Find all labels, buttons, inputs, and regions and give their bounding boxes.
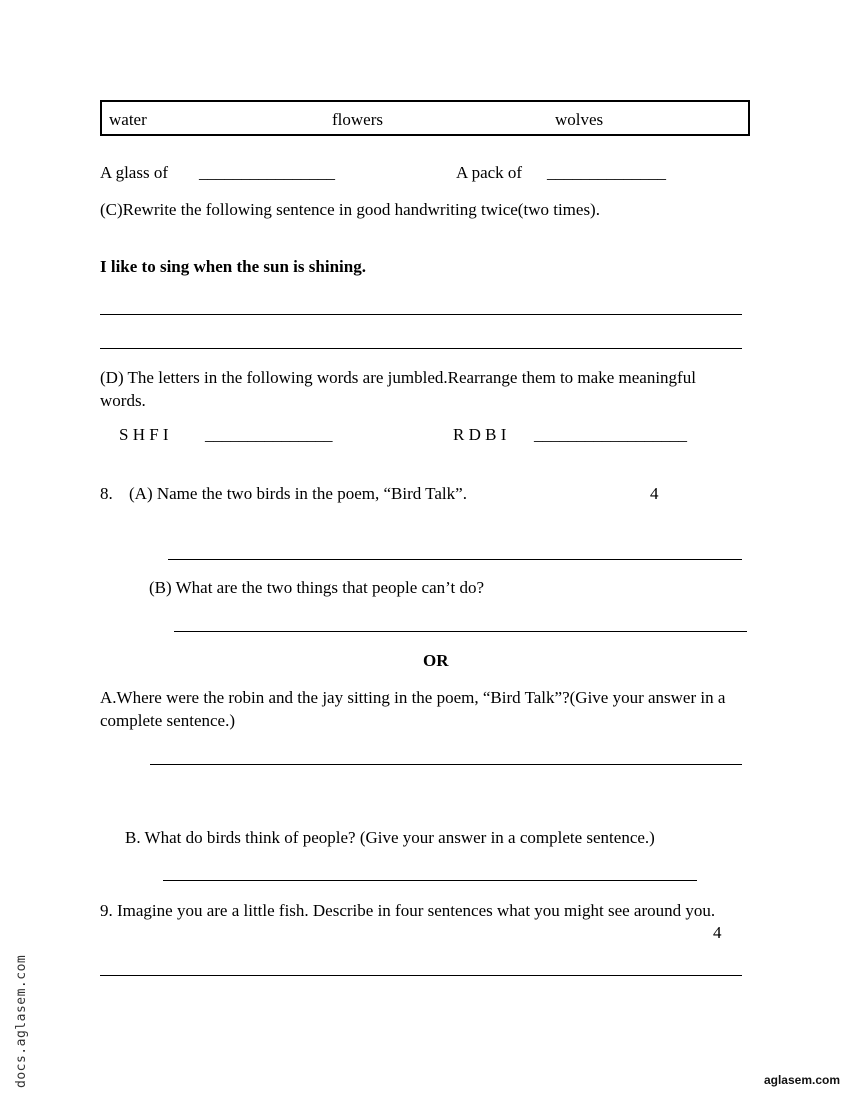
question-8b-text: (B) What are the two things that people can’t do? <box>149 578 485 597</box>
brand-logo-text[interactable]: aglasem.com <box>763 1073 840 1087</box>
section-d-instruction: (D) The letters in the following words are jumbled.Rearrange them to make meaningful words. <box>100 368 696 410</box>
answer-line-alt-b[interactable] <box>163 880 697 881</box>
handwriting-line-2[interactable] <box>100 348 742 349</box>
answer-line-9[interactable] <box>100 975 742 976</box>
fill-blank-right-line[interactable]: ______________ <box>547 163 666 182</box>
question-8a-text: (A) Name the two birds in the poem, “Bird Talk”. <box>129 484 467 503</box>
question-8-number: 8. <box>100 484 113 503</box>
fill-blank-right-label: A pack of <box>456 163 523 182</box>
question-8-marks: 4 <box>650 484 659 503</box>
section-c-instruction: (C)Rewrite the following sentence in good handwriting twice(two times). <box>100 200 600 219</box>
question-9-text: 9. Imagine you are a little fish. Describe in four sentences what you might see around you. <box>100 901 716 920</box>
answer-line-alt-a[interactable] <box>150 764 742 765</box>
jumbled-word-1-blank[interactable]: _______________ <box>205 425 333 444</box>
jumbled-word-2-blank[interactable]: __________________ <box>534 425 687 444</box>
fill-blank-left-line[interactable]: ________________ <box>199 163 335 182</box>
word-box-item: wolves <box>555 110 604 129</box>
or-label: OR <box>423 651 449 670</box>
question-9-marks: 4 <box>713 923 722 942</box>
handwriting-line-1[interactable] <box>100 314 742 315</box>
word-box-item: flowers <box>332 110 383 129</box>
question-8-alt-b-text: B. What do birds think of people? (Give your answer in a complete sentence.) <box>125 828 655 847</box>
word-box <box>100 100 750 136</box>
answer-line-8a[interactable] <box>168 559 742 560</box>
jumbled-word-1: S H F I <box>119 425 169 444</box>
section-c-sentence: I like to sing when the sun is shining. <box>100 257 366 276</box>
question-8-alt-a-text: A.Where were the robin and the jay sitting in the poem, “Bird Talk”?(Give your answer in a complete sentence.) <box>100 688 726 730</box>
answer-line-8b[interactable] <box>174 631 747 632</box>
side-watermark: docs.aglasem.com <box>14 954 29 1088</box>
word-box-item: water <box>109 110 147 129</box>
jumbled-word-2: R D B I <box>453 425 507 444</box>
fill-blank-left-label: A glass of <box>100 163 168 182</box>
